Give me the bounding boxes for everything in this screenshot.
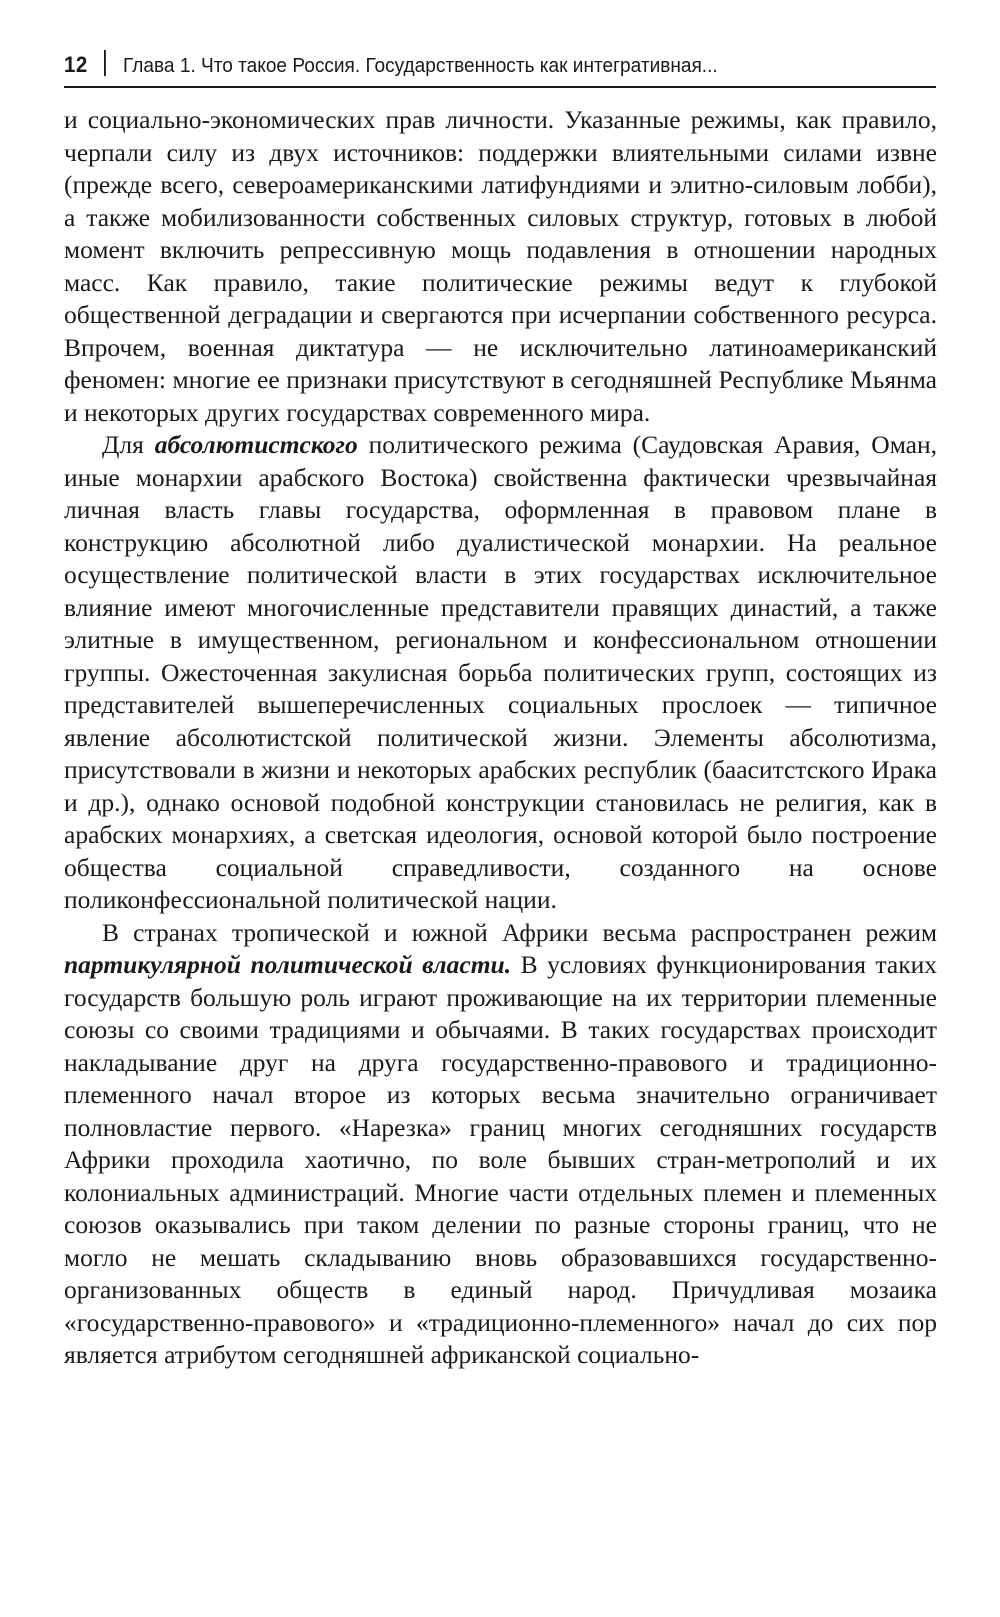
paragraph-absolutist (64, 429, 937, 917)
page-number: 12 (64, 52, 88, 77)
paragraph-text: и социально-экономических прав личности. Указанные режимы, как правило, черпали силу из двух источников: поддержки влиятельными силами извне (прежде всего, североамериканскими латифундиями и элитно-силовым лобби), а также мобилизованности собственных силовых структур, готовых в любой момент включить репрессивную мощь подавления в отношении народных масс. Как правило, такие политические режимы ведут к глубокой общественной деградации и свергаются при исчерпании собственного ресурса. Впрочем, военная диктатура — не исключительно латиноамериканский феномен: многие ее признаки присутствуют в сегодняшней Республике Мьянма и некоторых других государствах современного мира. (64, 105, 937, 427)
paragraph-particular-power (64, 917, 937, 1372)
body-text (64, 104, 937, 1372)
header-rule (64, 86, 936, 88)
running-title: Глава 1. Что такое Россия. Государственность как интегративная... (123, 54, 718, 77)
paragraph-lead: В странах тропической и южной Африки весьма распространен режим (102, 917, 937, 947)
term-particular-power: партикулярной политической власти. (64, 950, 512, 979)
paragraph-text: В условиях функционирования таких государств большую роль играют проживающие на их территории племенные союзы со своими традициями и обычаями. В таких государствах происходит накладывание друг на друга государственно-правового и традиционно-племенного начал второе из которых весьма значительно ограничивает полновластие первого. «Нарезка» границ многих сегодняшних государств Африки проходила хаотично, по воле бывших стран-метрополий и их колониальных администраций. Многие части отдельных племен и племенных союзов оказывались при таком делении по разные стороны границ, что не могло не мешать складыванию вновь образовавшихся государственно-организованных обществ в единый народ. Причудливая мозаика «государственно-правового» и «традиционно-племенного» начал до сих пор является атрибутом сегодняшней африканской социально- (64, 950, 937, 1369)
paragraph-lead: Для (102, 430, 155, 459)
paragraph-continuation (64, 104, 937, 429)
running-head (64, 46, 875, 82)
paragraph-text: политического режима (Саудовская Аравия, Оман, иные монархии арабского Востока) свойственна фактически чрезвычайная личная власть главы государства, оформленная в правовом плане в конструкцию абсолютной либо дуалистической монархии. На реальное осуществление политической власти в этих государствах исключительное влияние имеют многочисленные представители правящих династий, а также элитные в имущественном, региональном и конфессиональном отношении группы. Ожесточенная закулисная борьба политических групп, состоящих из представителей вышеперечисленных социальных прослоек — типичное явление абсолютистской политической жизни. Элементы абсолютизма, присутствовали в жизни и некоторых арабских республик (бааситстского Ирака и др.), однако основой подобной конструкции становилась не религия, как в арабских монархиях, а светская идеология, основой которой было построение общества социальной справедливости, созданного на основе поликонфессиональной политической нации. (64, 430, 937, 914)
header-separator (104, 50, 106, 76)
term-absolutist: абсолютистского (154, 430, 358, 459)
